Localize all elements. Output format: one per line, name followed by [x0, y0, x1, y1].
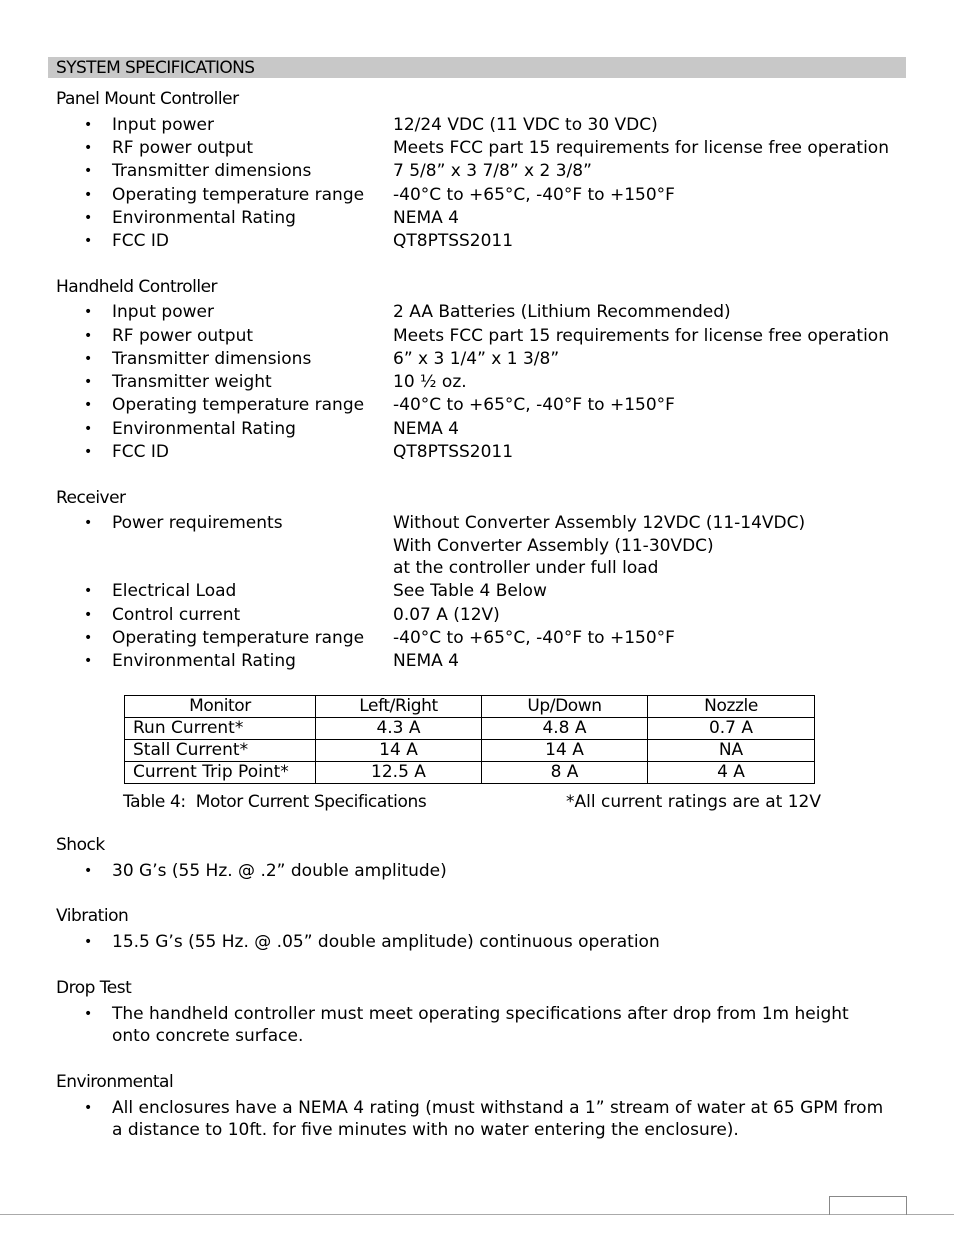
table-cell: 0.7 A: [648, 718, 815, 740]
footer-rule: [0, 1214, 954, 1215]
section-title: SYSTEM SPECIFICATIONS: [56, 58, 255, 78]
drop-test-heading: Drop Test: [56, 978, 132, 998]
bullet: •: [84, 583, 93, 599]
spec-value: 7 5/8” x 3 7/8” x 2 3/8”: [393, 161, 592, 181]
bullet: •: [84, 328, 93, 344]
spec-text: 30 G’s (55 Hz. @ .2” double amplitude): [112, 861, 447, 881]
table-cell: 4.3 A: [316, 718, 482, 740]
table-caption: Table 4: Motor Current Specifications: [123, 792, 427, 812]
table-cell: 12.5 A: [316, 762, 482, 784]
spec-label: Operating temperature range: [112, 185, 365, 205]
spec-row: [0, 137, 954, 159]
table-cell: NA: [648, 740, 815, 762]
spec-row: [0, 325, 954, 347]
table-row: [125, 762, 815, 784]
table-header-row: [125, 696, 815, 718]
spec-label: Power requirements: [112, 513, 283, 533]
table-cell: 8 A: [482, 762, 648, 784]
bullet: •: [84, 210, 93, 226]
spec-value: Meets FCC part 15 requirements for license free operation: [393, 326, 889, 346]
bullet: •: [84, 163, 93, 179]
table-cell: 14 A: [316, 740, 482, 762]
spec-value: -40°C to +65°C, -40°F to +150°F: [393, 185, 675, 205]
column-header: Monitor: [125, 696, 316, 718]
bullet: •: [84, 351, 93, 367]
spec-label: Operating temperature range: [112, 395, 365, 415]
spec-row: [0, 627, 954, 649]
bullet: •: [84, 117, 93, 133]
page-number-box: [829, 1196, 907, 1215]
spec-value: 10 ½ oz.: [393, 372, 467, 392]
spec-value: QT8PTSS2011: [393, 231, 514, 251]
receiver-heading: Receiver: [56, 488, 126, 508]
bullet: •: [84, 1100, 93, 1116]
spec-row: [0, 418, 954, 440]
spec-label: Control current: [112, 605, 241, 625]
spec-label: Transmitter weight: [112, 372, 272, 392]
spec-value: 12/24 VDC (11 VDC to 30 VDC): [393, 115, 658, 135]
spec-label: RF power output: [112, 138, 254, 158]
environmental-heading: Environmental: [56, 1072, 174, 1092]
spec-text: The handheld controller must meet operating specifications after drop from 1m height onto concrete surface.: [112, 1004, 849, 1046]
bullet: •: [84, 515, 93, 531]
bullet: •: [84, 607, 93, 623]
column-header: Nozzle: [648, 696, 815, 718]
spec-value: NEMA 4: [393, 208, 459, 228]
spec-value: Meets FCC part 15 requirements for license free operation: [393, 138, 889, 158]
spec-row: [0, 650, 954, 672]
spec-row: [0, 114, 954, 136]
handheld-heading: Handheld Controller: [56, 277, 218, 297]
spec-value: 2 AA Batteries (Lithium Recommended): [393, 302, 731, 322]
table-cell: Stall Current*: [125, 740, 316, 762]
spec-label: RF power output: [112, 326, 254, 346]
bullet: •: [84, 653, 93, 669]
bullet: •: [84, 374, 93, 390]
spec-row: [0, 441, 954, 463]
spec-row: [0, 184, 954, 206]
spec-label: Operating temperature range: [112, 628, 365, 648]
table-cell: 14 A: [482, 740, 648, 762]
spec-value: Without Converter Assembly 12VDC (11-14VDC): [393, 513, 806, 533]
spec-value: -40°C to +65°C, -40°F to +150°F: [393, 395, 675, 415]
spec-row: [0, 348, 954, 370]
spec-row: [0, 207, 954, 229]
spec-value: With Converter Assembly (11-30VDC): [393, 536, 714, 556]
table-cell: 4 A: [648, 762, 815, 784]
spec-label: Environmental Rating: [112, 419, 296, 439]
bullet: •: [84, 444, 93, 460]
bullet: •: [84, 397, 93, 413]
spec-label: Transmitter dimensions: [112, 349, 312, 369]
table-cell: Current Trip Point*: [125, 762, 316, 784]
spec-row: [0, 1097, 954, 1140]
bullet: •: [84, 863, 93, 879]
bullet: •: [84, 421, 93, 437]
spec-row: [0, 230, 954, 252]
spec-row: [0, 394, 954, 416]
table-cell: Run Current*: [125, 718, 316, 740]
bullet: •: [84, 233, 93, 249]
bullet: •: [84, 1006, 93, 1022]
section-title-bar: [48, 57, 906, 78]
bullet: •: [84, 140, 93, 156]
spec-value: 6” x 3 1/4” x 1 3/8”: [393, 349, 560, 369]
vibration-heading: Vibration: [56, 906, 129, 926]
table-row: [125, 740, 815, 762]
spec-value: -40°C to +65°C, -40°F to +150°F: [393, 628, 675, 648]
table-row: [125, 718, 815, 740]
spec-text: All enclosures have a NEMA 4 rating (must withstand a 1” stream of water at 65 GPM from a distance to 10ft. for five minutes with no water entering the enclosure).: [112, 1098, 884, 1140]
shock-heading: Shock: [56, 835, 105, 855]
spec-label: Transmitter dimensions: [112, 161, 312, 181]
spec-text: 15.5 G’s (55 Hz. @ .05” double amplitude) continuous operation: [112, 932, 660, 952]
spec-label: Environmental Rating: [112, 651, 296, 671]
spec-label: Input power: [112, 302, 214, 322]
spec-value: 0.07 A (12V): [393, 605, 500, 625]
bullet: •: [84, 630, 93, 646]
spec-row: [0, 512, 954, 534]
spec-value: NEMA 4: [393, 419, 459, 439]
spec-label: Electrical Load: [112, 581, 237, 601]
column-header: Up/Down: [482, 696, 648, 718]
spec-row: [0, 160, 954, 182]
spec-value: NEMA 4: [393, 651, 459, 671]
column-header: Left/Right: [316, 696, 482, 718]
motor-current-table: [124, 695, 815, 784]
table-note: *All current ratings are at 12V: [566, 792, 821, 812]
spec-row: [0, 1003, 954, 1046]
spec-row: [0, 371, 954, 393]
panel-heading: Panel Mount Controller: [56, 89, 239, 109]
spec-label: FCC ID: [112, 231, 170, 251]
spec-row: [0, 604, 954, 626]
spec-row: [0, 931, 954, 953]
bullet: •: [84, 934, 93, 950]
spec-label: FCC ID: [112, 442, 170, 462]
bullet: •: [84, 187, 93, 203]
spec-value: at the controller under full load: [393, 558, 659, 578]
table-cell: 4.8 A: [482, 718, 648, 740]
bullet: •: [84, 304, 93, 320]
spec-row: [0, 860, 954, 882]
spec-value: QT8PTSS2011: [393, 442, 514, 462]
spec-row-continued: [0, 557, 954, 579]
spec-label: Environmental Rating: [112, 208, 296, 228]
spec-row: [0, 301, 954, 323]
spec-value: See Table 4 Below: [393, 581, 547, 601]
spec-row-continued: [0, 535, 954, 557]
spec-label: Input power: [112, 115, 214, 135]
spec-row: [0, 580, 954, 602]
